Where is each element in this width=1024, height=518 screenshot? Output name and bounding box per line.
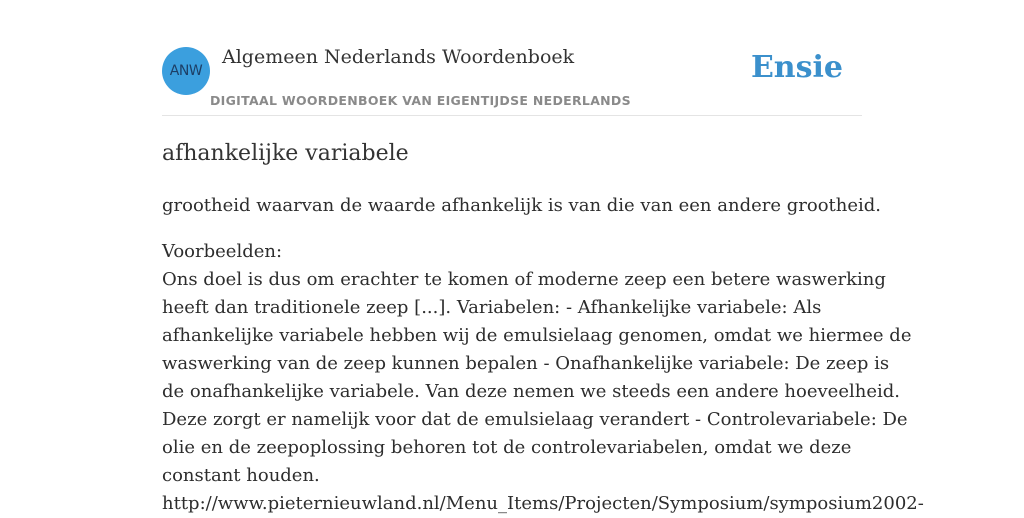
entry-content [162,138,924,518]
example-text [162,266,924,518]
example-line: olie en de zeepoplossing behoren tot de controlevariabelen, omdat we deze [162,437,852,458]
example-line: de onafhankelijke variabele. Van deze nemen we steeds een andere hoeveelheid. [162,381,900,402]
anw-logo[interactable] [162,47,210,95]
anw-logo-text: ANW [169,63,203,79]
header-divider [162,115,862,116]
example-line: waswerking van de zeep kunnen bepalen - Onafhankelijke variabele: De zeep is [162,353,890,374]
entry-definition: grootheid waarvan de waarde afhankelijk is van die van een andere grootheid. [162,195,882,216]
example-line: afhankelijke variabele hebben wij de emulsielaag genomen, omdat we hiermee de [162,325,912,346]
example-line: heeft dan traditionele zeep [...]. Variabelen: - Afhankelijke variabele: Als [162,297,822,318]
example-source-link[interactable]: http://www.pieternieuwland.nl/Menu_Items/Projecten/Symposium/symposium2002- [162,493,924,514]
examples-label: Voorbeelden: [162,241,283,262]
site-title[interactable]: Algemeen Nederlands Woordenboek [222,46,575,68]
entry-title: afhankelijke variabele [162,141,409,166]
ensie-brand-logo[interactable]: Ensie [750,50,843,85]
example-line: Deze zorgt er namelijk voor dat de emulsielaag verandert - Controlevariabele: De [162,409,908,430]
site-header [162,0,862,116]
site-subtitle: DIGITAAL WOORDENBOEK VAN EIGENTIJDSE NEDERLANDS [210,93,631,108]
example-line: constant houden. [162,465,320,486]
example-line: Ons doel is dus om erachter te komen of moderne zeep een betere waswerking [162,269,886,290]
